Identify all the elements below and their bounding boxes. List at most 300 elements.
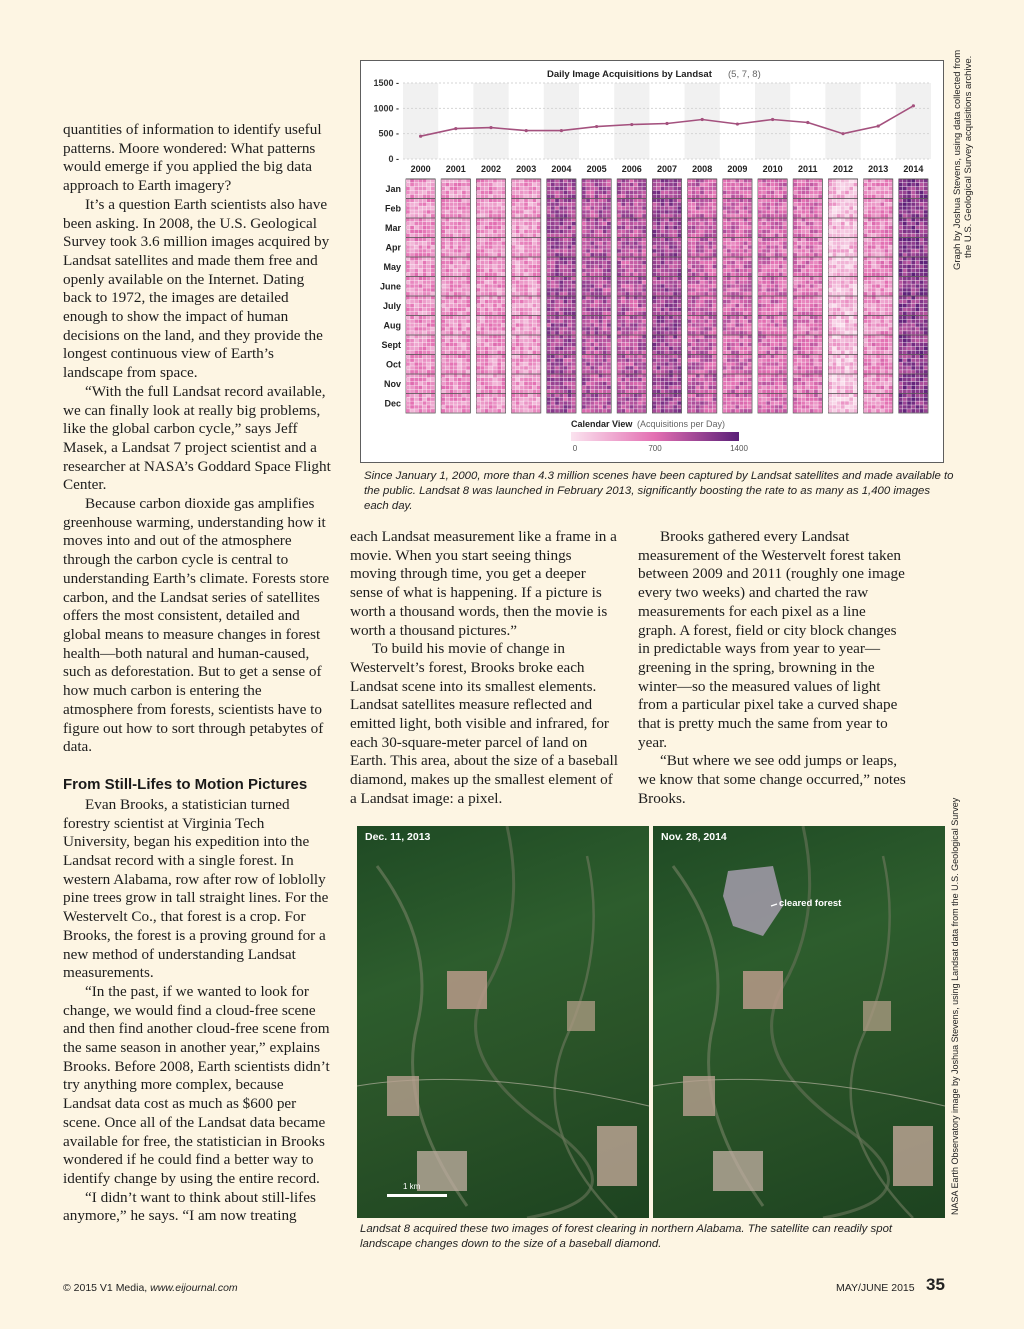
calendar-cell xyxy=(758,319,762,323)
calendar-cell xyxy=(758,327,762,331)
calendar-cell xyxy=(501,222,505,226)
calendar-cell xyxy=(590,210,594,214)
calendar-cell xyxy=(657,222,661,226)
calendar-cell xyxy=(688,397,692,401)
calendar-cell xyxy=(551,210,555,214)
calendar-cell xyxy=(419,269,423,273)
calendar-cell xyxy=(739,339,743,343)
calendar-cell xyxy=(657,280,661,284)
calendar-cell xyxy=(758,273,762,277)
calendar-cell xyxy=(586,316,590,320)
calendar-cell xyxy=(657,284,661,288)
calendar-cell xyxy=(665,214,669,218)
calendar-cell xyxy=(450,382,454,386)
calendar-cell xyxy=(532,284,536,288)
calendar-cell xyxy=(727,355,731,359)
calendar-cell xyxy=(630,316,634,320)
calendar-cell xyxy=(572,347,576,351)
calendar-cell xyxy=(775,277,779,281)
calendar-cell xyxy=(665,296,669,300)
calendar-cell xyxy=(476,218,480,222)
calendar-cell xyxy=(445,374,449,378)
calendar-cell xyxy=(431,339,435,343)
calendar-cell xyxy=(735,351,739,355)
calendar-cell xyxy=(537,238,541,242)
calendar-cell xyxy=(431,374,435,378)
calendar-cell xyxy=(414,249,418,253)
calendar-cell xyxy=(458,199,462,203)
calendar-cell xyxy=(652,269,656,273)
calendar-cell xyxy=(419,202,423,206)
calendar-cell xyxy=(677,269,681,273)
calendar-cell xyxy=(423,265,427,269)
calendar-cell xyxy=(762,316,766,320)
year-band xyxy=(614,83,649,159)
calendar-cell xyxy=(555,374,559,378)
calendar-cell xyxy=(638,339,642,343)
calendar-cell xyxy=(501,362,505,366)
calendar-cell xyxy=(419,261,423,265)
calendar-cell xyxy=(590,358,594,362)
calendar-cell xyxy=(688,347,692,351)
calendar-cell xyxy=(458,312,462,316)
calendar-cell xyxy=(493,222,497,226)
calendar-cell xyxy=(696,179,700,183)
calendar-cell xyxy=(603,288,607,292)
calendar-cell xyxy=(501,331,505,335)
calendar-cell xyxy=(771,308,775,312)
calendar-cell xyxy=(414,296,418,300)
calendar-cell xyxy=(731,187,735,191)
calendar-cell xyxy=(735,405,739,409)
calendar-cell xyxy=(661,312,665,316)
calendar-cell xyxy=(713,238,717,242)
calendar-cell xyxy=(626,253,630,257)
calendar-cell xyxy=(497,191,501,195)
calendar-cell xyxy=(595,370,599,374)
calendar-cell xyxy=(427,195,431,199)
calendar-cell xyxy=(617,323,621,327)
calendar-cell xyxy=(700,218,704,222)
calendar-cell xyxy=(445,183,449,187)
calendar-cell xyxy=(568,284,572,288)
calendar-cell xyxy=(673,370,677,374)
calendar-cell xyxy=(489,179,493,183)
calendar-cell xyxy=(537,347,541,351)
calendar-cell xyxy=(744,230,748,234)
calendar-cell xyxy=(493,409,497,413)
calendar-cell xyxy=(450,218,454,222)
calendar-cell xyxy=(572,280,576,284)
calendar-cell xyxy=(642,230,646,234)
calendar-cell xyxy=(673,319,677,323)
calendar-cell xyxy=(445,238,449,242)
calendar-cell xyxy=(595,238,599,242)
calendar-cell xyxy=(462,214,466,218)
calendar-cell xyxy=(516,222,520,226)
calendar-cell xyxy=(696,327,700,331)
calendar-cell xyxy=(501,261,505,265)
calendar-cell xyxy=(814,226,818,230)
calendar-cell xyxy=(793,234,797,238)
calendar-cell xyxy=(713,347,717,351)
calendar-cell xyxy=(739,234,743,238)
calendar-cell xyxy=(735,316,739,320)
calendar-cell xyxy=(524,355,528,359)
calendar-cell xyxy=(713,277,717,281)
calendar-cell xyxy=(547,382,551,386)
calendar-cell xyxy=(661,409,665,413)
calendar-cell xyxy=(532,374,536,378)
calendar-cell xyxy=(568,269,572,273)
calendar-cell xyxy=(621,288,625,292)
calendar-cell xyxy=(537,280,541,284)
calendar-cell xyxy=(607,187,611,191)
calendar-cell xyxy=(638,206,642,210)
calendar-cell xyxy=(779,245,783,249)
calendar-cell xyxy=(419,191,423,195)
calendar-cell xyxy=(708,284,712,288)
calendar-cell xyxy=(810,195,814,199)
calendar-cell xyxy=(423,292,427,296)
calendar-cell xyxy=(630,222,634,226)
calendar-cell xyxy=(696,183,700,187)
calendar-cell xyxy=(458,323,462,327)
calendar-cell xyxy=(445,261,449,265)
calendar-cell xyxy=(696,187,700,191)
calendar-cell xyxy=(673,358,677,362)
calendar-cell xyxy=(783,269,787,273)
calendar-cell xyxy=(516,183,520,187)
calendar-cell xyxy=(748,238,752,242)
calendar-cell xyxy=(607,378,611,382)
calendar-cell xyxy=(638,347,642,351)
calendar-cell xyxy=(708,214,712,218)
calendar-cell xyxy=(501,241,505,245)
calendar-cell xyxy=(419,238,423,242)
calendar-cell xyxy=(595,343,599,347)
calendar-cell xyxy=(555,394,559,398)
calendar-cell xyxy=(476,206,480,210)
calendar-cell xyxy=(528,257,532,261)
calendar-cell xyxy=(450,234,454,238)
calendar-cell xyxy=(406,230,410,234)
calendar-cell xyxy=(516,269,520,273)
calendar-cell xyxy=(410,230,414,234)
calendar-cell xyxy=(739,394,743,398)
calendar-cell xyxy=(688,358,692,362)
calendar-cell xyxy=(582,214,586,218)
calendar-cell xyxy=(688,183,692,187)
calendar-cell xyxy=(708,183,712,187)
calendar-cell xyxy=(638,191,642,195)
calendar-cell xyxy=(713,288,717,292)
year-label: 2006 xyxy=(621,164,642,174)
calendar-cell xyxy=(673,245,677,249)
calendar-cell xyxy=(537,179,541,183)
calendar-cell xyxy=(462,230,466,234)
calendar-cell xyxy=(688,390,692,394)
calendar-cell xyxy=(423,277,427,281)
calendar-cell xyxy=(603,405,607,409)
calendar-cell xyxy=(783,296,787,300)
calendar-cell xyxy=(512,199,516,203)
calendar-cell xyxy=(727,284,731,288)
calendar-cell xyxy=(524,257,528,261)
calendar-cell xyxy=(744,202,748,206)
calendar-cell xyxy=(586,253,590,257)
calendar-cell xyxy=(731,245,735,249)
calendar-cell xyxy=(595,319,599,323)
calendar-cell xyxy=(673,187,677,191)
calendar-cell xyxy=(735,199,739,203)
calendar-cell xyxy=(692,222,696,226)
calendar-cell xyxy=(818,241,822,245)
calendar-cell xyxy=(739,195,743,199)
calendar-cell xyxy=(512,409,516,413)
calendar-cell xyxy=(700,199,704,203)
calendar-cell xyxy=(783,245,787,249)
calendar-cell xyxy=(458,362,462,366)
calendar-cell xyxy=(762,206,766,210)
calendar-cell xyxy=(758,366,762,370)
calendar-cell xyxy=(669,370,673,374)
calendar-cell xyxy=(516,405,520,409)
calendar-cell xyxy=(607,386,611,390)
calendar-cell xyxy=(520,401,524,405)
calendar-cell xyxy=(810,187,814,191)
calendar-cell xyxy=(582,362,586,366)
calendar-cell xyxy=(669,179,673,183)
calendar-cell xyxy=(723,202,727,206)
calendar-cell xyxy=(704,199,708,203)
year-label: 2007 xyxy=(656,164,678,174)
calendar-cell xyxy=(688,394,692,398)
calendar-cell xyxy=(414,397,418,401)
calendar-cell xyxy=(599,401,603,405)
calendar-cell xyxy=(427,347,431,351)
calendar-cell xyxy=(568,386,572,390)
calendar-cell xyxy=(481,366,485,370)
calendar-cell xyxy=(783,335,787,339)
calendar-cell xyxy=(713,234,717,238)
calendar-cell xyxy=(590,187,594,191)
calendar-cell xyxy=(621,390,625,394)
calendar-cell xyxy=(665,362,669,366)
calendar-cell xyxy=(537,401,541,405)
calendar-cell xyxy=(739,370,743,374)
calendar-cell xyxy=(692,312,696,316)
calendar-cell xyxy=(692,343,696,347)
calendar-cell xyxy=(493,292,497,296)
calendar-cell xyxy=(568,245,572,249)
calendar-cell xyxy=(744,191,748,195)
calendar-cell xyxy=(621,241,625,245)
calendar-cell xyxy=(423,249,427,253)
calendar-cell xyxy=(481,358,485,362)
calendar-cell xyxy=(661,308,665,312)
calendar-cell xyxy=(419,284,423,288)
calendar-cell xyxy=(489,382,493,386)
calendar-cell xyxy=(673,347,677,351)
calendar-cell xyxy=(406,179,410,183)
calendar-cell xyxy=(454,382,458,386)
calendar-cell xyxy=(661,378,665,382)
calendar-cell xyxy=(454,316,458,320)
calendar-cell xyxy=(677,319,681,323)
calendar-cell xyxy=(713,249,717,253)
calendar-cell xyxy=(582,269,586,273)
calendar-cell xyxy=(572,366,576,370)
calendar-cell xyxy=(489,249,493,253)
calendar-cell xyxy=(617,277,621,281)
calendar-cell xyxy=(520,331,524,335)
calendar-cell xyxy=(524,358,528,362)
calendar-cell xyxy=(766,351,770,355)
calendar-cell xyxy=(617,366,621,370)
calendar-cell xyxy=(673,253,677,257)
calendar-cell xyxy=(748,187,752,191)
calendar-cell xyxy=(476,187,480,191)
calendar-cell xyxy=(669,382,673,386)
calendar-cell xyxy=(642,179,646,183)
calendar-cell xyxy=(642,323,646,327)
calendar-cell xyxy=(493,214,497,218)
calendar-cell xyxy=(414,269,418,273)
calendar-cell xyxy=(445,382,449,386)
calendar-cell xyxy=(607,241,611,245)
calendar-cell xyxy=(766,249,770,253)
calendar-cell xyxy=(607,335,611,339)
calendar-cell xyxy=(744,222,748,226)
calendar-cell xyxy=(431,401,435,405)
calendar-cell xyxy=(524,202,528,206)
calendar-cell xyxy=(595,269,599,273)
calendar-cell xyxy=(586,269,590,273)
calendar-cell xyxy=(688,343,692,347)
calendar-cell xyxy=(454,339,458,343)
calendar-cell xyxy=(450,312,454,316)
calendar-cell xyxy=(713,226,717,230)
calendar-cell xyxy=(731,257,735,261)
calendar-cell xyxy=(489,347,493,351)
calendar-cell xyxy=(406,378,410,382)
paragraph: “I didn’t want to think about still-lifes anymore,” he says. “I am now treating xyxy=(63,1188,316,1225)
calendar-cell xyxy=(520,370,524,374)
calendar-cell xyxy=(700,335,704,339)
calendar-cell xyxy=(481,312,485,316)
calendar-cell xyxy=(431,312,435,316)
calendar-cell xyxy=(665,327,669,331)
calendar-cell xyxy=(626,280,630,284)
calendar-cell xyxy=(739,382,743,386)
calendar-cell xyxy=(735,331,739,335)
calendar-cell xyxy=(414,378,418,382)
calendar-cell xyxy=(617,265,621,269)
calendar-cell xyxy=(723,304,727,308)
calendar-cell xyxy=(638,187,642,191)
calendar-cell xyxy=(489,280,493,284)
calendar-cell xyxy=(783,386,787,390)
calendar-cell xyxy=(630,226,634,230)
calendar-cell xyxy=(419,339,423,343)
calendar-cell xyxy=(744,382,748,386)
calendar-cell xyxy=(414,409,418,413)
calendar-cell xyxy=(466,343,470,347)
calendar-cell xyxy=(512,374,516,378)
calendar-cell xyxy=(665,191,669,195)
calendar-cell xyxy=(568,362,572,366)
calendar-cell xyxy=(708,405,712,409)
calendar-cell xyxy=(758,343,762,347)
calendar-cell xyxy=(489,238,493,242)
calendar-cell xyxy=(731,409,735,413)
calendar-cell xyxy=(739,366,743,370)
calendar-cell xyxy=(450,288,454,292)
calendar-cell xyxy=(450,351,454,355)
calendar-cell xyxy=(559,397,563,401)
calendar-cell xyxy=(441,218,445,222)
calendar-cell xyxy=(779,241,783,245)
calendar-cell xyxy=(462,273,466,277)
calendar-cell xyxy=(758,382,762,386)
calendar-cell xyxy=(406,401,410,405)
calendar-cell xyxy=(441,390,445,394)
calendar-cell xyxy=(582,300,586,304)
calendar-cell xyxy=(692,339,696,343)
calendar-cell xyxy=(688,199,692,203)
calendar-cell xyxy=(638,199,642,203)
calendar-cell xyxy=(532,327,536,331)
calendar-cell xyxy=(441,191,445,195)
calendar-cell xyxy=(630,206,634,210)
calendar-cell xyxy=(727,382,731,386)
calendar-cell xyxy=(481,218,485,222)
calendar-cell xyxy=(485,370,489,374)
calendar-cell xyxy=(661,382,665,386)
calendar-cell xyxy=(520,327,524,331)
calendar-cell xyxy=(748,370,752,374)
calendar-cell xyxy=(783,397,787,401)
calendar-cell xyxy=(748,327,752,331)
calendar-cell xyxy=(735,195,739,199)
calendar-cell xyxy=(626,304,630,308)
calendar-cell xyxy=(524,214,528,218)
calendar-cell xyxy=(634,214,638,218)
calendar-cell xyxy=(771,397,775,401)
calendar-cell xyxy=(524,280,528,284)
calendar-cell xyxy=(450,191,454,195)
calendar-cell xyxy=(713,206,717,210)
calendar-cell xyxy=(441,304,445,308)
calendar-cell xyxy=(657,316,661,320)
calendar-cell xyxy=(797,206,801,210)
calendar-cell xyxy=(414,245,418,249)
calendar-cell xyxy=(677,316,681,320)
calendar-cell xyxy=(599,273,603,277)
calendar-cell xyxy=(626,323,630,327)
calendar-cell xyxy=(497,241,501,245)
calendar-cell xyxy=(762,355,766,359)
calendar-cell xyxy=(783,339,787,343)
calendar-cell xyxy=(590,366,594,370)
calendar-cell xyxy=(419,245,423,249)
calendar-cell xyxy=(489,390,493,394)
calendar-cell xyxy=(520,226,524,230)
calendar-cell xyxy=(665,308,669,312)
calendar-cell xyxy=(771,269,775,273)
calendar-cell xyxy=(677,409,681,413)
